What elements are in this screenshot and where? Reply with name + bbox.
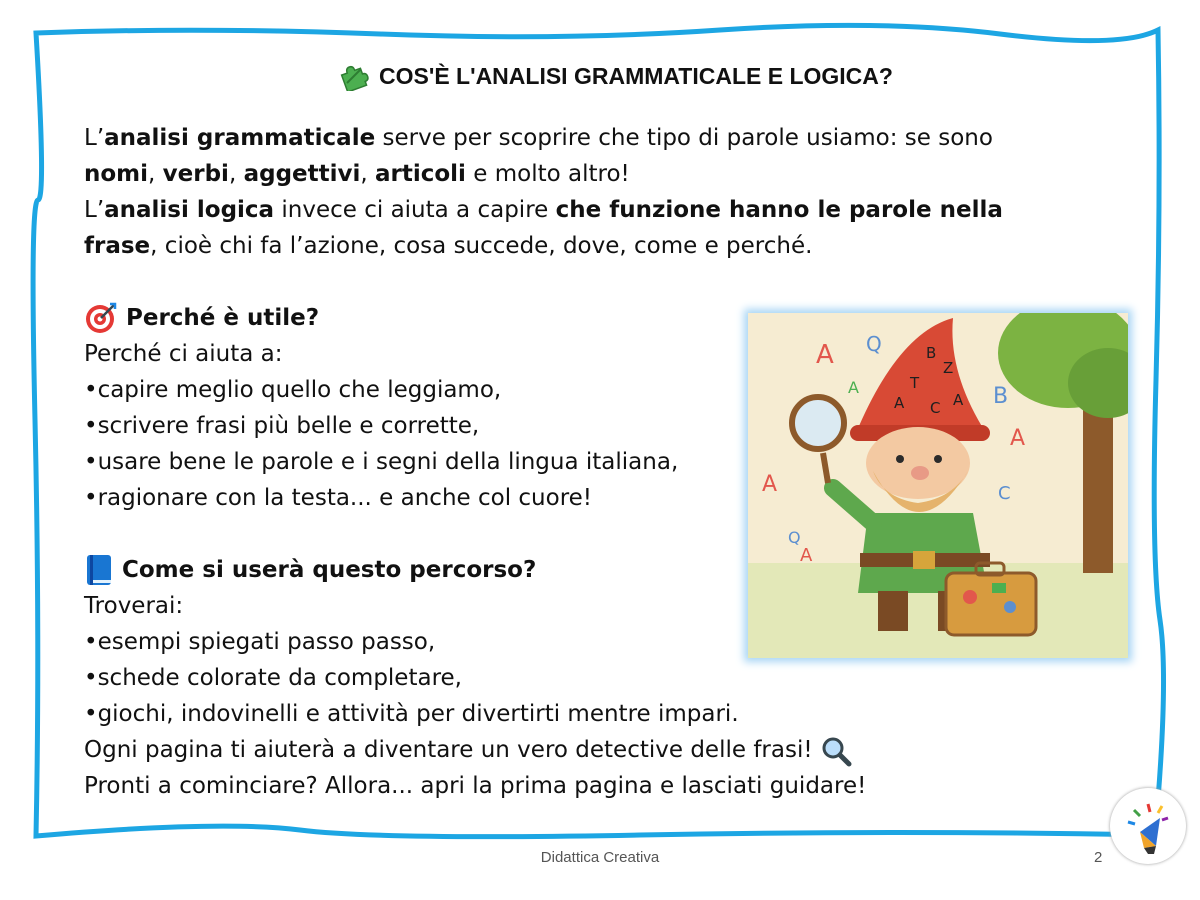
intro-bold: articoli — [375, 161, 466, 187]
page-title — [108, 58, 1124, 94]
intro-bold: analisi grammaticale — [104, 125, 376, 151]
intro-bold: che funzione hanno le parole nella — [555, 197, 1003, 223]
hat-letter: A — [894, 394, 905, 412]
floating-letter: A — [1010, 426, 1026, 451]
list-item: •capire meglio quello che leggiamo, — [84, 377, 502, 403]
floating-letter: A — [848, 378, 859, 397]
intro-line-3 — [84, 192, 1124, 228]
lightbulb-logo-icon — [1110, 788, 1186, 864]
course-lead: Troverai: — [84, 593, 184, 619]
intro-line-1 — [84, 120, 1124, 156]
intro-text: L’ — [84, 197, 105, 223]
closing-line-1 — [84, 732, 1124, 768]
gnome-drawing — [748, 313, 1128, 658]
closing-line-2: Pronti a cominciare? Allora... apri la prima pagina e lasciati guidare! — [84, 773, 867, 799]
footer-text: Didattica Creativa — [540, 849, 660, 866]
floating-letter: A — [762, 472, 778, 497]
floating-letter: A — [800, 545, 813, 566]
intro-bold: frase — [84, 233, 151, 259]
intro-bold: analisi logica — [104, 197, 275, 223]
intro-text: , — [148, 161, 163, 187]
hat-letter: T — [910, 374, 920, 392]
title-text: COS'È L'ANALISI GRAMMATICALE E LOGICA? — [379, 63, 893, 89]
list-item: •usare bene le parole e i segni della lingua italiana, — [84, 449, 679, 475]
hat-letter: C — [930, 399, 941, 417]
intro-bold: verbi — [162, 161, 229, 187]
intro-text: L’ — [84, 125, 105, 151]
hat-letter: A — [953, 391, 964, 409]
closing-text: Ogni pagina ti aiuterà a diventare un vero detective delle frasi! — [84, 737, 813, 763]
logo-graphic — [1110, 788, 1186, 864]
hat-letter: B — [926, 344, 937, 362]
book-icon — [84, 553, 114, 587]
list-item: •schede colorate da completare, — [84, 665, 462, 691]
intro-line-4 — [84, 228, 1124, 264]
intro-bold: aggettivi — [243, 161, 361, 187]
target-icon — [84, 301, 118, 335]
magnifier-icon — [820, 735, 852, 767]
floating-letter: B — [993, 384, 1009, 409]
useful-heading-text: Perché è utile? — [126, 305, 320, 331]
list-item: •ragionare con la testa... e anche col cuore! — [84, 485, 593, 511]
gnome-illustration — [748, 313, 1128, 658]
intro-text: , — [360, 161, 375, 187]
intro-bold: nomi — [84, 161, 149, 187]
floating-letter: C — [998, 483, 1011, 504]
floating-letter: A — [816, 340, 834, 370]
intro-text: invece ci aiuta a capire — [274, 197, 556, 223]
intro-text: , — [228, 161, 244, 187]
floating-letter: Q — [866, 332, 882, 356]
floating-letter: Q — [788, 528, 801, 547]
intro-text: serve per scoprire che tipo di parole usiamo: se sono — [375, 125, 993, 151]
list-item: •esempi spiegati passo passo, — [84, 629, 436, 655]
intro-text: e molto altro! — [465, 161, 630, 187]
puzzle-icon — [339, 61, 369, 91]
list-item: •scrivere frasi più belle e corrette, — [84, 413, 480, 439]
useful-lead: Perché ci aiuta a: — [84, 341, 283, 367]
page-number: 2 — [1094, 849, 1103, 866]
intro-line-2 — [84, 156, 1124, 192]
hat-letter: Z — [943, 359, 954, 377]
list-item: •giochi, indovinelli e attività per divertirti mentre impari. — [84, 701, 739, 727]
course-heading-text: Come si userà questo percorso? — [122, 557, 537, 583]
intro-text: , cioè chi fa l’azione, cosa succede, dove, come e perché. — [150, 233, 813, 259]
